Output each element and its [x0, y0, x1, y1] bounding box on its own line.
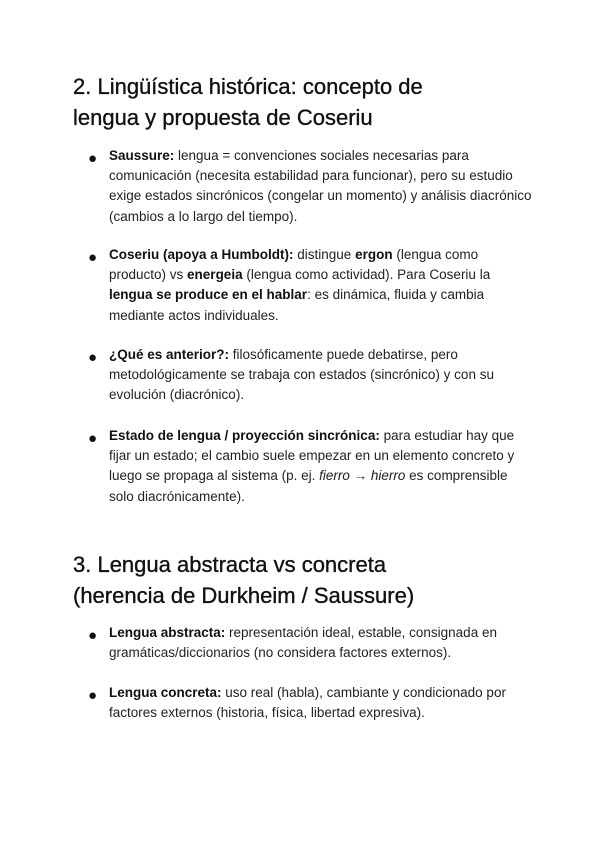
item-label: Coseriu (apoya a Humboldt): — [109, 247, 294, 262]
item-italic: fierro — [319, 468, 350, 484]
item-bold: energeia — [187, 267, 243, 283]
item-text: lengua = convenciones sociales necesarias para comunicación (necesita estabilidad para funcionar), pero su estudio exige estados sincrónicos (congelar un momento) y análisis diacrónico (cambios a lo largo del tiempo). — [109, 148, 532, 224]
section-3-title-line-2: (herencia de Durkheim / Saussure) — [73, 583, 415, 608]
bullet-icon: ● — [88, 150, 98, 167]
bullet-icon: ● — [88, 249, 98, 266]
item-text: (lengua como actividad). Para Coseriu la — [242, 267, 491, 283]
section-2-title-line-1: 2. Lingüística histórica: concepto de — [73, 74, 423, 99]
list-item-lengua-abstracta — [109, 623, 534, 663]
item-label: Estado de lengua / proyección sincrónica: — [109, 428, 380, 443]
item-text: → — [349, 468, 371, 484]
bullet-icon: ● — [88, 349, 98, 366]
list-item-coseriu — [109, 245, 534, 326]
item-bold: lengua se produce en el hablar — [109, 287, 308, 303]
list-item-estado-de-lengua — [109, 426, 534, 507]
item-text: es comprensible solo diacrónicamente). — [109, 468, 508, 504]
section-2-title-line-2: lengua y propuesta de Coseriu — [73, 105, 373, 130]
section-3-title — [73, 549, 553, 611]
item-text: : es dinámica, fluida y cambia mediante actos individuales. — [109, 287, 485, 323]
item-text: (lengua como producto) vs — [109, 247, 479, 283]
item-label: ¿Qué es anterior?: — [109, 347, 230, 362]
list-item-saussure — [109, 146, 534, 227]
bullet-icon: ● — [88, 687, 98, 704]
item-label: Lengua concreta: — [109, 685, 222, 700]
section-3-title-line-1: 3. Lengua abstracta vs concreta — [73, 552, 387, 577]
item-text: para estudiar hay que fijar un estado; el cambio suele empezar en un elemento concreto y luego se propaga al sistema (p. ej. — [109, 428, 515, 484]
bullet-icon: ● — [88, 627, 98, 644]
item-text: representación ideal, estable, consignada en gramáticas/diccionarios (no considera factores externos). — [109, 625, 497, 661]
item-text: filosóficamente puede debatirse, pero metodológicamente se trabaja con estados (sincrónico) y con su evolución (diacrónico). — [109, 347, 494, 403]
list-item-anterior — [109, 345, 534, 406]
list-item-lengua-concreta — [109, 683, 534, 723]
item-label: Saussure: — [109, 148, 175, 163]
section-2-title — [73, 71, 553, 133]
item-bold: ergon — [355, 247, 393, 262]
item-italic: hierro — [370, 468, 406, 484]
item-label: Lengua abstracta: — [109, 625, 226, 640]
item-text: uso real (habla), cambiante y condicionado por factores externos (historia, física, libertad expresiva). — [109, 685, 506, 721]
bullet-icon: ● — [88, 430, 98, 447]
item-text: distingue — [293, 247, 356, 262]
